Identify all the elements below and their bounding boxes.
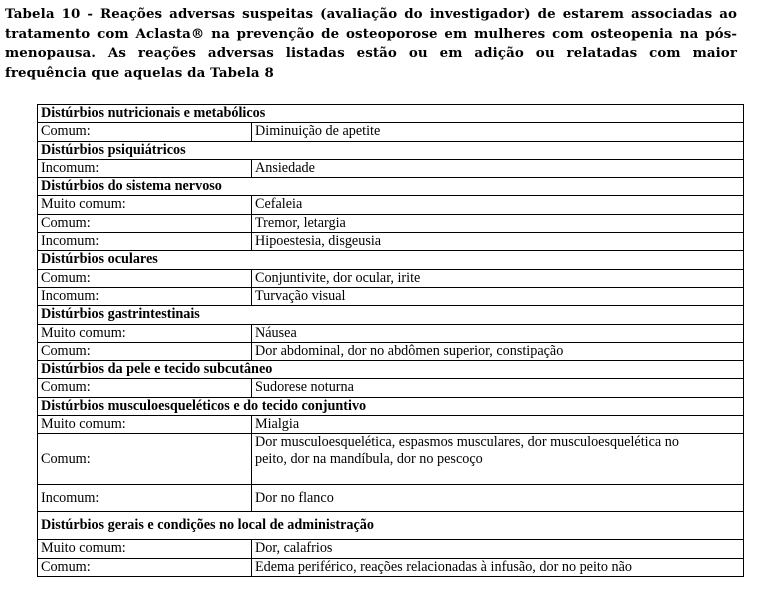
table-body (38, 105, 744, 577)
category-row (38, 512, 744, 540)
reaction-cell: Diminuição de apetite (252, 123, 744, 141)
reaction-row (38, 196, 744, 214)
frequency-cell: Comum: (38, 214, 252, 232)
reaction-cell: Conjuntivite, dor ocular, irite (252, 269, 744, 287)
reaction-row (38, 558, 744, 576)
frequency-cell: Muito comum: (38, 324, 252, 342)
adverse-reactions-table (37, 104, 744, 577)
category-row (38, 306, 744, 324)
category-row (38, 178, 744, 196)
reaction-row (38, 342, 744, 360)
reaction-row (38, 379, 744, 397)
frequency-cell: Comum: (38, 269, 252, 287)
category-label: Distúrbios do sistema nervoso (38, 178, 744, 196)
category-row (38, 141, 744, 159)
frequency-cell: Incomum: (38, 233, 252, 251)
reaction-row (38, 123, 744, 141)
reaction-row (38, 485, 744, 512)
category-label: Distúrbios nutricionais e metabólicos (38, 105, 744, 123)
reaction-cell: Dor, calafrios (252, 540, 744, 558)
reaction-row (38, 324, 744, 342)
reaction-cell: Hipoestesia, disgeusia (252, 233, 744, 251)
frequency-cell: Comum: (38, 123, 252, 141)
reaction-row (38, 233, 744, 251)
category-row (38, 397, 744, 415)
category-row (38, 105, 744, 123)
reaction-cell: Náusea (252, 324, 744, 342)
reaction-cell: Edema periférico, reações relacionadas à infusão, dor no peito não (252, 558, 744, 576)
reaction-row (38, 214, 744, 232)
category-row (38, 361, 744, 379)
reaction-cell: Mialgia (252, 416, 744, 434)
reaction-cell: Dor abdominal, dor no abdômen superior, constipação (252, 342, 744, 360)
frequency-cell: Muito comum: (38, 540, 252, 558)
frequency-cell: Comum: (38, 379, 252, 397)
frequency-cell: Incomum: (38, 287, 252, 305)
category-row (38, 251, 744, 269)
category-label: Distúrbios oculares (38, 251, 744, 269)
category-label: Distúrbios gastrintestinais (38, 306, 744, 324)
reaction-row (38, 434, 744, 485)
frequency-cell: Comum: (38, 342, 252, 360)
frequency-cell: Incomum: (38, 485, 252, 512)
frequency-cell: Incomum: (38, 159, 252, 177)
category-label: Distúrbios da pele e tecido subcutâneo (38, 361, 744, 379)
category-label: Distúrbios psiquiátricos (38, 141, 744, 159)
reaction-row (38, 287, 744, 305)
reaction-cell: Ansiedade (252, 159, 744, 177)
reaction-cell: Sudorese noturna (252, 379, 744, 397)
frequency-cell: Muito comum: (38, 416, 252, 434)
reaction-row (38, 269, 744, 287)
reaction-row (38, 416, 744, 434)
reaction-cell: Turvação visual (252, 287, 744, 305)
category-label: Distúrbios musculoesqueléticos e do tecido conjuntivo (38, 397, 744, 415)
reaction-cell: Dor musculoesquelética, espasmos musculares, dor musculoesquelética no peito, dor na mandíbula, dor no pescoço (252, 434, 744, 485)
table-caption: Tabela 10 - Reações adversas suspeitas (avaliação do investigador) de estarem associadas ao tratamento com Aclasta® na prevenção de osteoporose em mulheres com osteopenia na pós-menopausa. As reações adversas listadas estão ou em adição ou relatadas com maior frequência que aquelas da Tabela 8 (5, 6, 737, 81)
frequency-cell: Comum: (38, 434, 252, 485)
reaction-cell: Cefaleia (252, 196, 744, 214)
reaction-cell: Dor no flanco (252, 485, 744, 512)
category-label: Distúrbios gerais e condições no local de administração (38, 512, 744, 540)
reaction-row (38, 540, 744, 558)
reaction-row (38, 159, 744, 177)
reaction-cell: Tremor, letargia (252, 214, 744, 232)
frequency-cell: Muito comum: (38, 196, 252, 214)
frequency-cell: Comum: (38, 558, 252, 576)
